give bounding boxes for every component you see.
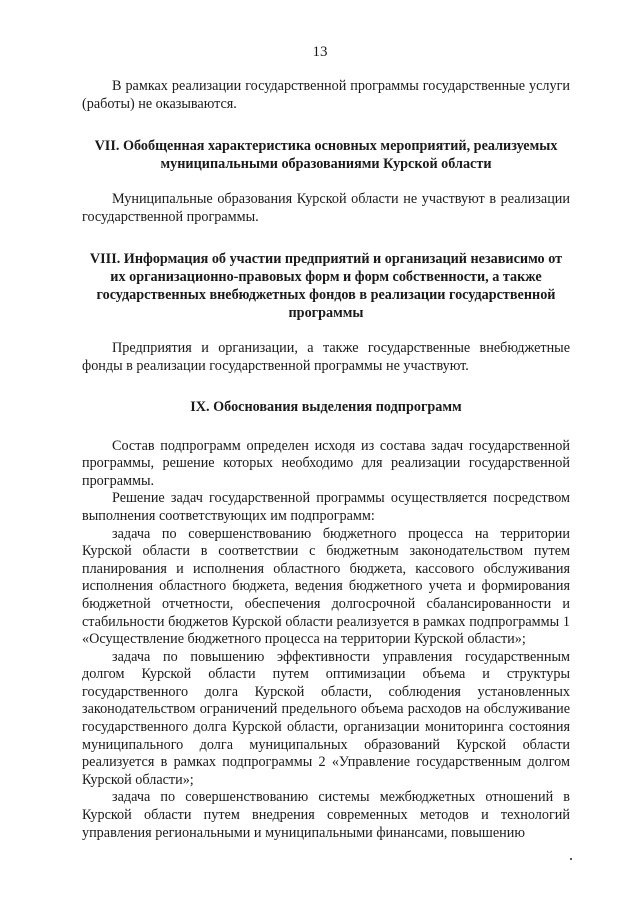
paragraph-subprograms-composition: Состав подпрограмм определен исходя из состава задач государственной программы, решение которых необходимо для реализации государственной программы.	[82, 437, 570, 489]
paragraph-task-interbudget: задача по совершенствованию системы межбюджетных отношений в Курской области путем внедрения современных методов и технологий управления региональными и муниципальными финансами, повышению	[82, 789, 570, 841]
scan-speck	[570, 858, 572, 860]
paragraph-task-public-debt: задача по повышению эффективности управления государственным долгом Курской области путем оптимизации объема и структуры государственного долга Курской области, соблюдения установленных законодательством ограничений предельного объема расходов на обслуживание государственного долга Курской области, организации мониторинга состояния муниципального долга муниципальных образований Курской области реализуется в рамках подпрограммы 2 «Управление государственным долгом Курской области»;	[82, 648, 570, 788]
page-number: 13	[312, 44, 328, 60]
paragraph-task-budget-process: задача по совершенствованию бюджетного процесса на территории Курской области в соответствии с бюджетным законодательством путем планирования и исполнения областного бюджета, кассового обслуживания исполнения областного бюджета, ведения бюджетного учета и формирования бюджетной отчетности, обеспечения долгосрочной сбалансированности и стабильности бюджетов Курской области реализуется в рамках подпрограммы 1 «Осуществление бюджетного процесса на территории Курской области»;	[82, 525, 570, 648]
heading-section-9: IX. Обоснования выделения подпрограмм	[190, 398, 462, 415]
paragraph-municipalities: Муниципальные образования Курской области не участвуют в реализации государственной программы.	[82, 191, 570, 225]
paragraph-enterprises: Предприятия и организации, а также государственные внебюджетные фонды в реализации государственной программы не участвуют.	[82, 340, 570, 374]
heading-section-7: VII. Обобщенная характеристика основных мероприятий, реализуемых муниципальными образованиями Курской области	[94, 138, 558, 173]
heading-section-8: VIII. Информация об участии предприятий и организаций независимо от их организационно-правовых форм и форм собственности, а также государственных внебюджетных фондов в реализации государственной программы	[89, 251, 563, 322]
paragraph-services: В рамках реализации государственной программы государственные услуги (работы) не оказываются.	[82, 78, 570, 112]
paragraph-tasks-solution: Решение задач государственной программы осуществляется посредством выполнения соответствующих им подпрограмм:	[82, 490, 570, 524]
page-content	[82, 78, 570, 842]
